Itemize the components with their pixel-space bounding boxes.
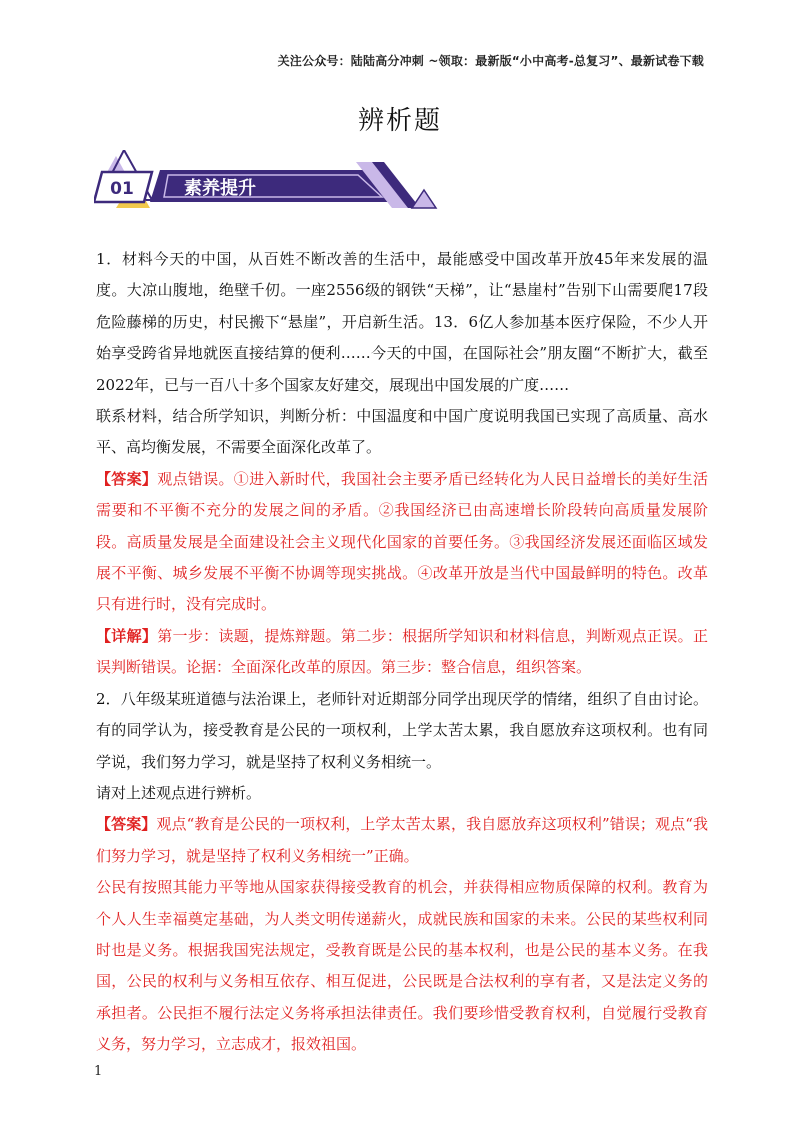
- question-2-prompt: 请对上述观点进行辨析。: [96, 783, 262, 802]
- question-2-answer-extra: 公民有按照其能力平等地从国家获得接受教育的机会，并获得相应物质保障的权利。教育为个人人生幸福奠定基础，为人类文明传递薪火，成就民族和国家的未来。公民的某些权利同时也是义务。根据我国宪法规定，受教育既是公民的基本权利，也是公民的基本义务。在我国，公民的权利与义务相互依存、相互促进，公民既是合法权利的享有者，又是法定义务的承担者。公民拒不履行法定义务将承担法律责任。我们要珍惜受教育权利，自觉履行受教育义务，努力学习，立志成才，报效祖国。: [96, 878, 708, 1054]
- answer-text: 观点错误。①进入新时代，我国社会主要矛盾已经转化为人民日益增长的美好生活需要和不平衡不充分的发展之间的矛盾。②我国经济已由高速增长阶段转向高质量发展阶段。高质量发展是全面建设社会主义现代化国家的首要任务。③我国经济发展还面临区域发展不平衡、城乡发展不平衡不协调等现实挑战。④改革开放是当代中国最鲜明的特色。改革只有进行时，没有完成时。: [96, 469, 708, 614]
- right-small-triangle: [412, 190, 436, 208]
- page-number: 1: [94, 1064, 103, 1079]
- question-1-detail: [96, 621, 708, 684]
- question-2-answer: [96, 809, 708, 872]
- detail-text: 第一步：读题，提炼辩题。第二步：根据所学知识和材料信息，判断观点正误。正误判断错误。论据：全面深化改革的原因。第三步：整合信息，组织答案。: [96, 626, 708, 677]
- banner-number: 01: [110, 179, 134, 199]
- banner-label: 素养提升: [184, 178, 256, 199]
- banner-graphic: [94, 150, 440, 216]
- question-1-text: 1．材料今天的中国，从百姓不断改善的生活中，最能感受中国改革开放45年来发展的温度。大凉山腹地，绝壁千仞。一座2556级的钢铁“天梯”，让“悬崖村”告别下山需要爬17段危险藤梯的历史，村民搬下“悬崖”，开启新生活。13．6亿人参加基本医疗保险，不少人开始享受跨省异地就医直接结算的便利……今天的中国，在国际社会”朋友圈“不断扩大，截至2022年，已与一百八十多个国家友好建交，展现出中国发展的广度……: [96, 250, 708, 394]
- answer-text: 观点“教育是公民的一项权利，上学太苦太累，我自愿放弃这项权利”错误；观点“我们努力学习，就是坚持了权利义务相统一”正确。: [96, 815, 708, 865]
- answer-tag: 【答案】: [96, 469, 158, 488]
- content: [96, 244, 708, 1061]
- question-1-prompt: 联系材料，结合所学知识，判断分析：中国温度和中国广度说明我国已实现了高质量、高水平、高均衡发展，不需要全面深化改革了。: [96, 407, 708, 457]
- question-2-text: 2．八年级某班道德与法治课上，老师针对近期部分同学出现厌学的情绪，组织了自由讨论。有的同学认为，接受教育是公民的一项权利，上学太苦太累，我自愿放弃这项权利。也有同学说，我们努力学习，就是坚持了权利义务相统一。: [96, 689, 708, 771]
- page-title: 辨析题: [357, 106, 442, 136]
- question-1-answer: [96, 464, 708, 621]
- detail-tag: 【详解】: [96, 626, 158, 645]
- answer-tag: 【答案】: [96, 815, 157, 834]
- section-banner: [94, 150, 440, 216]
- header-note: 关注公众号：陆陆高分冲刺 ~领取：最新版“小中高考-总复习”、最新试卷下载: [277, 54, 704, 68]
